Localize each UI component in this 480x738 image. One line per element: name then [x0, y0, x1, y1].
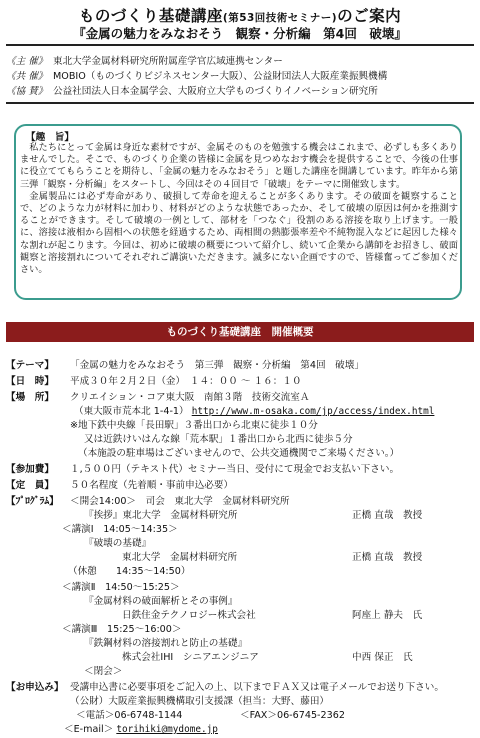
address: （東大阪市荒本北 1-4-1） http://www.m-osaka.com/jp/access/index.html: [74, 406, 435, 417]
fee-row: 【参加費】 １,５００円（テキスト代）セミナー当日、受付にて現金でお支払い下さい。: [6, 464, 400, 475]
access-note: ※地下鉄中央線「長田駅」３番出口から北東に徒歩１０分: [70, 420, 318, 431]
divider: [6, 44, 474, 46]
speaker: 正橋 直哉 教授: [352, 510, 423, 521]
purpose-text: [20, 142, 458, 276]
divider: [6, 102, 474, 104]
closing: ＜閉会＞: [84, 666, 123, 677]
program-row: 【ﾌﾟﾛｸﾞﾗﾑ】 ＜開会14:00＞ 司会 東北大学 金属材料研究所: [6, 496, 290, 507]
apply-contact: （公財）大阪産業振興機構取引支援課（担当：大野、藤田）: [70, 696, 330, 707]
apply-row: 【お申込み】 受講申込書に必要事項をご記入の上、以下までＦＡＸ又は電子メールでお送り下さい。: [6, 682, 444, 693]
theme-row: 【テーマ】 「金属の魅力をみなおそう 第三弾 観察・分析編 第4回 破壊」: [6, 360, 364, 371]
lecture-3-time: ＜講演Ⅲ 15:25～16:00＞: [62, 624, 182, 635]
phone: ＜電話＞06-6748-1144: [76, 710, 183, 721]
fax: ＜FAX＞06-6745-2362: [240, 710, 345, 721]
organizer-cohost: 《共 催》 MOBIO（ものづくりビジネスセンター大阪）、公益財団法人大阪産業振興機構: [6, 71, 388, 82]
date-row: 【日 時】 平成３０年２月２日（金） １４：００ ～ １６：１０: [6, 376, 302, 387]
purpose-paragraph: 私たちにとって金属は身近な素材ですが、金属そのものを勉強する機会はこれまで、必ずしも多くありませんでした。そこで、ものづくり企業の皆様に金属を見つめなおす機会を提供することで、今後の仕事に役立ててもらうことを期待し、「金属の魅力をみなおそう」と題した講座を開講しています。昨年から第三弾「観察・分析編」をスタートし、今回はその４回目で「破壊」をテーマに開催致します。: [20, 142, 458, 190]
purpose-label: 【趣 旨】: [26, 132, 74, 143]
email-link[interactable]: torihiki@mydome.jp: [116, 724, 218, 735]
speaker: 中西 保正 氏: [352, 652, 413, 663]
lecture-2-title: 『金属材料の破面解析とその事例』: [84, 596, 238, 607]
place-row: 【場 所】 クリエイション・コア東大阪 南館３階 技術交流室Ａ: [6, 392, 310, 403]
access-link[interactable]: http://www.m-osaka.com/jp/access/index.html: [191, 406, 435, 417]
access-note: 又は近鉄けいはんな線「荒本駅」１番出口から北西に徒歩５分: [84, 434, 353, 445]
page-subtitle: 『金属の魅力をみなおそう 観察・分析編 第4回 破壊』: [73, 26, 407, 41]
email-row: ＜E-mail＞ torihiki@mydome.jp: [64, 724, 218, 735]
speaker: 正橋 直哉 教授: [352, 552, 423, 563]
purpose-paragraph: 金属製品には必ず寿命があり、破損して寿命を迎えることが多くあります。その破面を観察することで、どのような力が材料に加わり、材料がどのような状態であったか、そして破壊の原因は何かを推測することができます。そして破壊の一例として、部材を「つなぐ」役割のある溶接を取り上げます。一般に、溶接は液相から固相への状態を経過するため、両相間の熱膨張率差や不純物混入などに起因した様々な割れが起こります。今回は、初めに破壊の概要について紹介し、続いて企業から講師をお招きし、破面観察と溶接割れについてそれぞれご講演いただきます。滅多にない企画ですので、皆様奮ってご参加ください。: [20, 190, 458, 276]
lecture-1-affiliation: 東北大学 金属材料研究所: [122, 552, 238, 563]
lecture-3-title: 『鉄鋼材料の溶接割れと防止の基礎』: [84, 638, 248, 649]
lecture-1-title: 『破壊の基礎』: [84, 538, 152, 549]
lecture-2-time: ＜講演Ⅱ 14:50～15:25＞: [62, 582, 180, 593]
capacity-row: 【定 員】 ５０名程度（先着順・事前申込必要）: [6, 480, 234, 491]
break-time: （休憩 14:35～14:50）: [68, 566, 191, 577]
organizer-host: 《主 催》 東北大学金属材料研究所附属産学官広域連携センター: [6, 56, 283, 67]
section-band: ものづくり基礎講座 開催概要: [6, 322, 474, 342]
page-title: ものづくり基礎講座(第53回技術セミナー)のご案内: [78, 7, 402, 25]
organizer-sponsor: 《協 賛》 公益社団法人日本金属学会、大阪府立大学ものづくりイノベーション研究所: [6, 86, 378, 97]
lecture-3-affiliation: 株式会社IHI シニアエンジニア: [122, 652, 259, 663]
parking-note: （本施設の駐車場はございませんので、公共交通機関でご来場ください。）: [78, 448, 400, 459]
speaker: 阿座上 静夫 氏: [352, 610, 423, 621]
lecture-2-affiliation: 日鉄住金テクノロジー株式会社: [122, 610, 256, 621]
lecture-1-time: ＜講演Ⅰ 14:05～14:35＞: [62, 524, 178, 535]
greeting: 『挨拶』東北大学 金属材料研究所: [84, 510, 238, 521]
